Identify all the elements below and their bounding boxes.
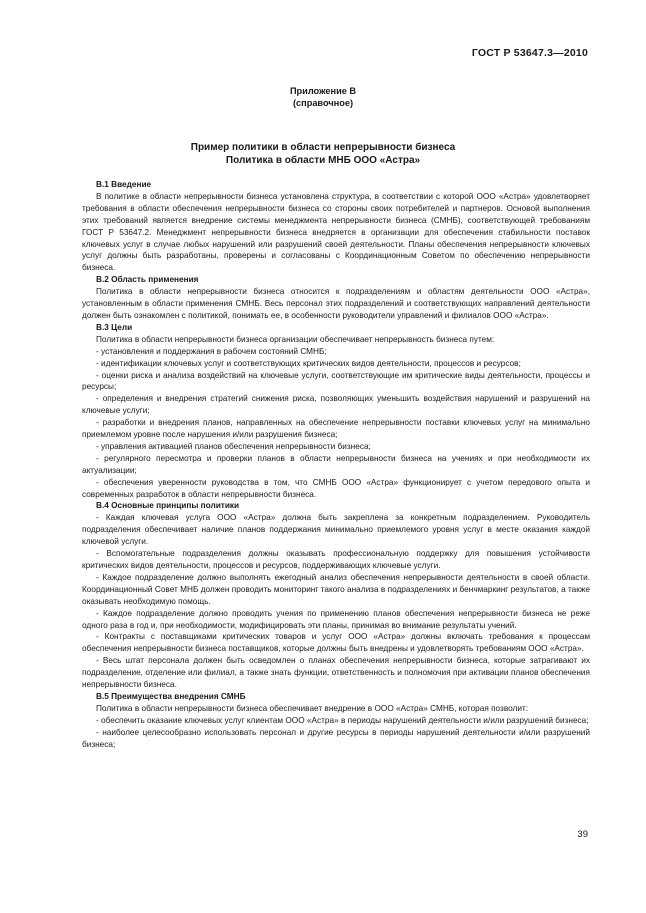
paragraph: Политика в области непрерывности бизнеса организации обеспечивает непрерывность бизнеса путем: [96, 334, 495, 344]
list-item: - определения и внедрения стратегий снижения риска, позволяющих уменьшить воздействия нарушений и разрушений на ключевые услуги; [82, 394, 590, 416]
list-item: - Каждая ключевая услуга ООО «Астра» должна быть закреплена за конкретным подразделением. Руководитель подразделения обеспечивает наличие планов поддержания минимально приемлемого уровня услуг в месте оказания каждой ключевой услуги. [82, 513, 590, 547]
appendix-title: Приложение В [289, 86, 357, 96]
paragraph: В политике в области непрерывности бизнеса установлена структура, в соответствии с которой ООО «Астра» удовлетворяет требования в области обеспечения непрерывности бизнеса со стороны своих потребителей и партнеров. Основой выполнения этих требований является внедрение системы менеджмента непрерывности бизнеса (СМНБ), соответствующей требованиям ГОСТ Р 53647.2. Менеджмент непрерывности бизнеса внедряется в организации для обеспечения стабильности поставок ключевых услуг в случае любых нарушений или разрушений своей деятельности. Планы обеспечения непрерывности ключевых услуг должны быть разработаны, проверены и согласованы с Координационным Советом по обеспечению непрерывности бизнеса. [82, 191, 590, 273]
section-heading-b1: В.1 Введение [96, 180, 152, 189]
page-number: 39 [577, 829, 588, 840]
list-item: - управления активацией планов обеспечения непрерывности бизнеса; [96, 441, 371, 451]
list-item: - Весь штат персонала должен быть осведомлен о планах обеспечения непрерывности бизнеса, которые затрагивают их подразделение, отделение или филиал, а также знать функции, ответственность и полномочия при активации планов обеспечения непрерывности бизнеса. [82, 656, 590, 690]
section-heading-b5: В.5 Преимущества внедрения СМНБ [96, 691, 246, 701]
section-heading-b3: В.3 Цели [96, 322, 133, 332]
paragraph: Политика в области непрерывности бизнеса обеспечивает внедрение в ООО «Астра» СМНБ, которая позволит: [96, 703, 529, 713]
document-title [0, 141, 646, 167]
appendix-heading [0, 85, 646, 109]
paragraph: Политика в области непрерывности бизнеса относится к подразделениям и областям деятельности ООО «Астра», установленным в области применения СМНБ. Весь персонал этих подразделений и соответствующих направлений деятельности должен быть ознакомлен с политикой, понимать ее, в особенности руководители управлений и филиалов ООО «Астра». [82, 287, 590, 320]
list-item: - регулярного пересмотра и проверки планов в области непрерывности бизнеса на учениях и при необходимости их актуализации; [82, 453, 590, 475]
list-item: - обеспечения уверенности руководства в том, что СМНБ ООО «Астра» функционирует с учетом передового опыта и современных разработок в области непрерывности бизнеса. [82, 477, 590, 499]
list-item: - Каждое подразделение должно выполнять ежегодный анализ обеспечения непрерывности деятельности в своей области. Координационный Совет МНБ должен проводить мониторинг такого анализа в подразделениях и бенчмаркинг результатов, а также оказывать необходимую помощь. [82, 572, 590, 606]
document-title-line-2: Политика в области МНБ ООО «Астра» [225, 155, 421, 166]
list-item: - идентификации ключевых услуг и соответствующих критических видов деятельности, процессов и ресурсов; [96, 358, 521, 368]
section-heading-b2: В.2 Область применения [96, 275, 199, 285]
list-item: - оценки риска и анализа воздействий на ключевые услуги, соответствующие им критические виды деятельности, процессы и ресурсы; [82, 370, 590, 392]
list-item: - Вспомогательные подразделения должны оказывать профессиональную поддержку для повышения устойчивости критических видов деятельности, процессов и ресурсов, поддерживающих ключевые услуги. [82, 549, 590, 570]
list-item: - наиболее целесообразно использовать персонал и другие ресурсы в периоды нарушений деятельности и/или разрушений бизнеса; [82, 727, 590, 749]
section-heading-b4: В.4 Основные принципы политики [96, 501, 240, 511]
list-item: - Контракты с поставщиками критических товаров и услуг ООО «Астра» должны включать требования к процессам обеспечения непрерывности бизнеса поставщиков, которые должны быть внедрены и удовлетворять требованиям ООО «Астра». [82, 632, 590, 654]
list-item: - установления и поддержания в рабочем состояний СМНБ; [96, 346, 327, 356]
appendix-note: (справочное) [292, 98, 353, 108]
list-item: - разработки и внедрения планов, направленных на обеспечение непрерывности поставки ключевых услуг на минимально приемлемом уровне после нарушения и/или разрушения бизнеса; [82, 418, 590, 440]
document-body [82, 179, 590, 751]
standard-number: ГОСТ Р 53647.3—2010 [471, 47, 588, 59]
document-title-line-1: Пример политики в области непрерывности бизнеса [190, 142, 456, 153]
list-item: - Каждое подразделение должно проводить учения по применению планов обеспечения непрерывности бизнеса не реже одного раза в год и, при необходимости, модифицировать эти планы, принимая во внимание результаты учений. [82, 608, 590, 630]
list-item: - обеспечить оказание ключевых услуг клиентам ООО «Астра» в периоды нарушений деятельности и/или разрушений бизнеса; [96, 715, 589, 725]
